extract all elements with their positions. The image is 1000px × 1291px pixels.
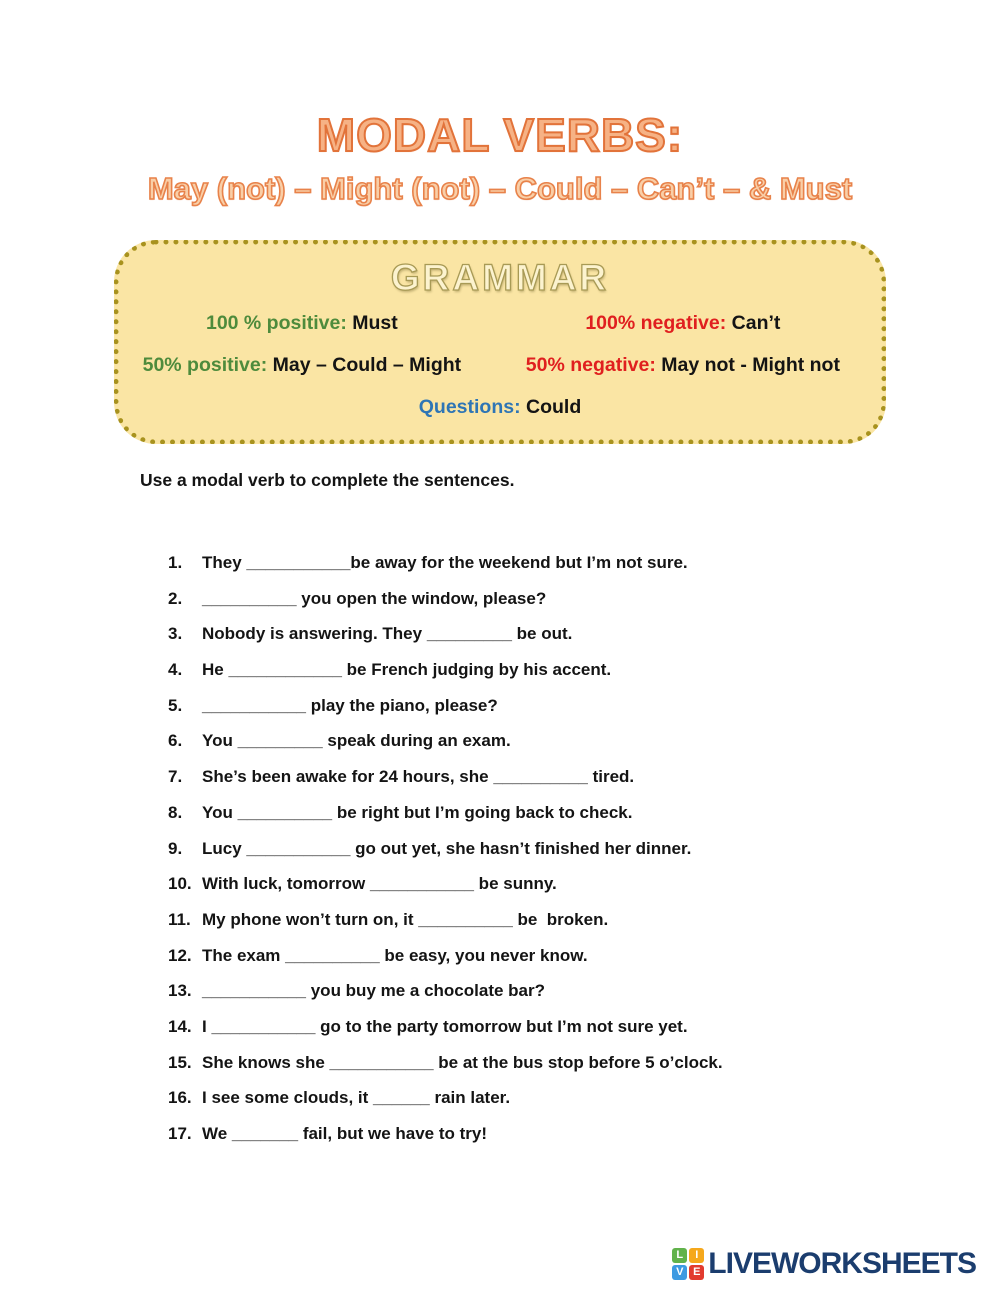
exercise-list [168,553,1000,1160]
page-subtitle: May (not) – Might (not) – Could – Can’t – & Must [147,171,853,206]
item-number: 15. [168,1052,192,1072]
item-sentence: I see some clouds, it ______ rain later. [202,1088,511,1108]
logo-tile-i: I [689,1248,704,1263]
item-number: 2. [168,588,183,608]
item-number: 14. [168,1016,192,1036]
list-item [168,910,1000,946]
item-sentence: They ___________be away for the weekend but I’m not sure. [202,553,688,572]
item-sentence: She knows she ___________ be at the bus stop before 5 o’clock. [202,1052,723,1072]
list-item [168,946,1000,982]
item-number: 7. [168,767,183,787]
list-item [168,624,1000,660]
list-item [168,1088,1000,1124]
grammar-grid [119,312,881,419]
logo-wordmark: LIVEWORKSHEETS [708,1247,976,1280]
list-item [168,1124,1000,1160]
list-item [168,731,1000,767]
item-sentence: The exam __________ be easy, you never know. [202,945,588,965]
item-sentence: I ___________ go to the party tomorrow but I’m not sure yet. [202,1016,688,1036]
list-item [168,553,1000,589]
item-number: 13. [168,981,192,1001]
exercise-instruction: Use a modal verb to complete the sentences. [140,470,515,490]
rule-label: 100 % positive: [205,312,353,334]
logo-tile-v: V [672,1265,687,1280]
grammar-rule-50-negative [485,354,881,377]
item-number: 1. [168,553,183,572]
rule-value: May not - Might not [661,354,840,376]
grammar-rule-questions [119,396,881,419]
item-sentence: You __________ be right but I’m going back to check. [202,802,633,822]
item-number: 5. [168,695,183,715]
rule-value: Can’t [731,312,781,334]
list-item [168,803,1000,839]
grammar-heading: GRAMMAR [390,257,610,298]
item-sentence: With luck, tomorrow ___________ be sunny. [202,874,557,894]
list-item [168,767,1000,803]
list-item [168,981,1000,1017]
item-sentence: ___________ you buy me a chocolate bar? [202,981,546,1001]
item-number: 11. [168,909,191,929]
item-number: 12. [168,945,192,965]
item-sentence: We _______ fail, but we have to try! [202,1124,488,1143]
rule-label: 50% positive: [142,354,273,376]
item-sentence: Lucy ___________ go out yet, she hasn’t finished her dinner. [202,838,692,858]
item-sentence: __________ you open the window, please? [202,588,547,608]
rule-label: Questions: [418,396,526,418]
liveworksheets-icon [672,1248,704,1280]
item-number: 16. [168,1088,192,1108]
item-sentence: ___________ play the piano, please? [202,695,498,715]
logo-tile-l: L [672,1248,687,1263]
grammar-rule-100-negative [485,312,881,335]
liveworksheets-logo[interactable] [672,1247,976,1281]
item-number: 6. [168,731,183,751]
item-sentence: Nobody is answering. They _________ be out. [202,624,573,644]
rule-label: 100% negative: [585,312,732,334]
item-number: 4. [168,660,183,680]
item-number: 17. [168,1124,192,1143]
list-item [168,839,1000,875]
item-sentence: You _________ speak during an exam. [202,731,511,751]
item-sentence: She’s been awake for 24 hours, she __________ tired. [202,767,635,787]
item-sentence: He ____________ be French judging by his accent. [202,660,612,680]
rule-value: May – Could – Might [272,354,462,376]
grammar-rule-50-positive [119,354,485,377]
item-sentence: My phone won’t turn on, it __________ be broken. [202,909,609,929]
grammar-box [114,240,886,444]
rule-label: 50% negative: [525,354,662,376]
logo-tile-e: E [689,1265,704,1280]
list-item [168,660,1000,696]
item-number: 9. [168,838,183,858]
list-item [168,589,1000,625]
list-item [168,1053,1000,1089]
item-number: 10. [168,874,192,894]
list-item [168,1017,1000,1053]
item-number: 8. [168,802,183,822]
list-item [168,696,1000,732]
list-item [168,874,1000,910]
grammar-rule-100-positive [119,312,485,335]
rule-value: Could [526,396,582,418]
item-number: 3. [168,624,183,644]
page-title: MODAL VERBS: [316,109,684,161]
rule-value: Must [352,312,398,334]
